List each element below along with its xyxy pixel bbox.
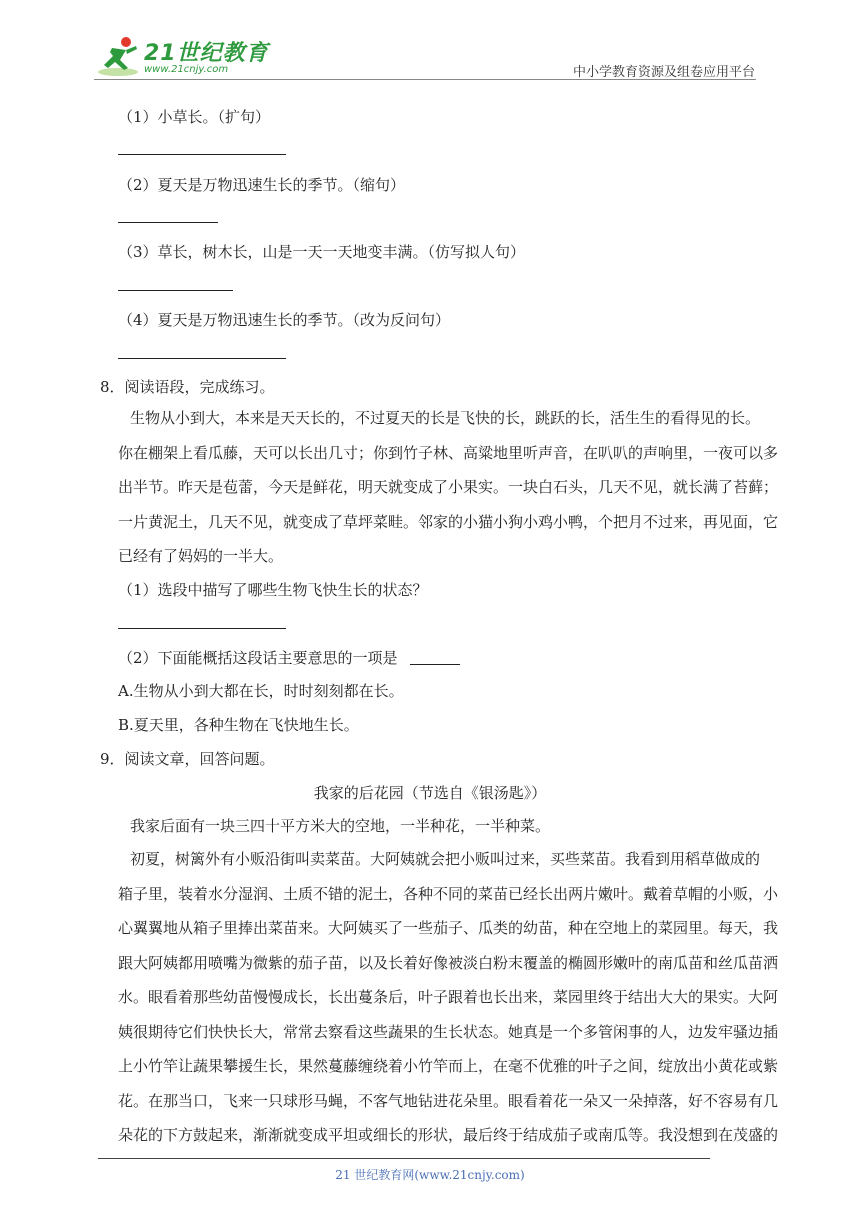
q8-option-b[interactable]: B.夏天里，各种生物在飞快地生长。 — [118, 716, 359, 734]
article-para2-line: 心翼翼地从箱子里捧出菜苗来。大阿姨买了一些茄子、瓜类的幼苗，种在空地上的菜园里。每天，我 — [118, 919, 779, 937]
q7-sub4-answer-line[interactable] — [118, 358, 286, 359]
q8-passage-line: 出半节。昨天是苞蕾，今天是鲜花，明天就变成了小果实。一块白石头，几天不见，就长满了苔藓； — [118, 478, 779, 496]
q9-title: 9．阅读文章，回答问题。 — [100, 750, 275, 768]
q7-sub1-answer-line[interactable] — [118, 154, 286, 155]
q7-sub3-answer-line[interactable] — [118, 290, 233, 291]
article-para2-line: 箱子里，装着水分湿润、土质不错的泥土，各种不同的菜苗已经长出两片嫩叶。戴着草帽的小贩，小 — [118, 884, 779, 903]
article-para2 — [118, 842, 779, 1153]
article-para2-line: 上小竹竿让蔬果攀援生长，果然蔓藤缠绕着小竹竿而上，在毫不优雅的叶子之间，绽放出小黄花或紫 — [118, 1057, 779, 1075]
article-para2-line: 花。在那当口，飞来一只球形马蝇，不客气地钻进花朵里。眼看着花一朵又一朵掉落，好不容易有几 — [118, 1091, 779, 1110]
page-footer[interactable]: 21 世纪教育网(www.21cnjy.com) — [335, 1168, 525, 1182]
article-para2-line: 初夏，树篱外有小贩沿街叫卖菜苗。大阿姨就会把小贩叫过来，买些菜苗。我看到用稻草做成的 — [130, 850, 761, 868]
site-logo[interactable] — [96, 34, 269, 80]
q8-passage-line: 你在棚架上看瓜藤，天可以长出几寸；你到竹子林、高粱地里听声音，在叭叭的声响里，一夜可以多 — [118, 443, 779, 462]
q8-title: 8．阅读语段，完成练习。 — [100, 378, 275, 396]
platform-name: 中小学教育资源及组卷应用平台 — [572, 65, 755, 80]
q8-option-a[interactable]: A.生物从小到大都在长，时时刻刻都在长。 — [118, 682, 404, 700]
q7-sub1: （1）小草长。（扩句） — [118, 108, 271, 126]
logo-url: www.21cnjy.com — [144, 64, 229, 75]
q8-passage-line: 一片黄泥土，几天不见，就变成了草坪菜畦。邻家的小猫小狗小鸡小鸭，个把月不过来，再见面，它 — [118, 512, 779, 531]
q7-sub2-answer-line[interactable] — [118, 222, 218, 223]
q8-sub1: （1）选段中描写了哪些生物飞快生长的状态？ — [118, 581, 428, 599]
article-para2-line: 水。眼看着那些幼苗慢慢成长，长出蔓条后，叶子跟着也长出来，菜园里终于结出大大的果实。大阿 — [118, 988, 779, 1006]
header-divider — [94, 79, 756, 80]
q8-passage-line: 生物从小到大，本来是天天长的，不过夏天的长是飞快的长，跳跃的长，活生生的看得见的长。 — [130, 409, 761, 427]
q8-sub2 — [118, 647, 460, 668]
logo-text: 21世纪教育 — [144, 41, 269, 66]
footer-divider — [98, 1158, 710, 1159]
article-para2-line: 朵花的下方鼓起来，渐渐就变成平坦或细长的形状，最后终于结成茄子或南瓜等。我没想到在茂盛的 — [118, 1126, 779, 1144]
q7-sub4: （4）夏天是万物迅速生长的季节。（改为反问句） — [118, 311, 451, 329]
q8-passage — [118, 401, 779, 574]
article-para2-line: 跟大阿姨都用喷嘴为微紫的茄子苗，以及长着好像被淡白粉末覆盖的椭圆形嫩叶的南瓜苗和丝瓜苗洒 — [118, 953, 779, 972]
article-title: 我家的后花园（节选自《银汤匙》） — [313, 784, 547, 802]
article-para1: 我家后面有一块三四十平方米大的空地，一半种花，一半种菜。 — [130, 817, 551, 835]
q7-sub3: （3）草长，树木长，山是一天一天地变丰满。（仿写拟人句） — [118, 243, 526, 261]
article-para2-line: 姨很期待它们快快长大，常常去察看这些蔬果的生长状态。她真是一个多管闲事的人，边发牢骚边插 — [118, 1022, 779, 1041]
page-header — [0, 0, 860, 90]
q8-sub2-text: （2）下面能概括这段话主要意思的一项是 — [118, 649, 398, 667]
q8-sub2-answer-blank[interactable] — [410, 650, 460, 665]
runner-logo-icon — [96, 34, 142, 80]
q8-sub1-answer-line[interactable] — [118, 628, 286, 629]
q7-sub2: （2）夏天是万物迅速生长的季节。（缩句） — [118, 176, 406, 194]
q8-passage-line: 已经有了妈妈的一半大。 — [118, 547, 284, 565]
